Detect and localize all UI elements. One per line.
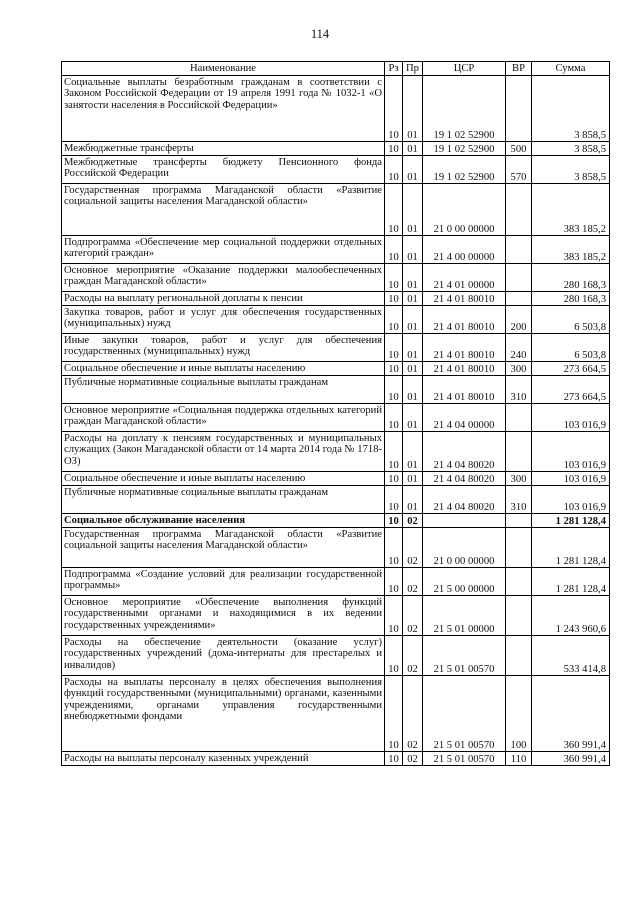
page-number: 114 xyxy=(310,27,330,41)
header-vr: ВР xyxy=(506,62,532,76)
header-pr: Пр xyxy=(403,62,423,76)
row-rz: 10 xyxy=(385,362,403,376)
row-vr: 500 xyxy=(506,142,532,156)
row-name: Государственная программа Магаданской области «Развитие социальной защиты населения Магаданской области» xyxy=(62,528,385,568)
row-pr: 01 xyxy=(403,472,423,486)
row-rz: 10 xyxy=(385,184,403,236)
row-vr xyxy=(506,432,532,472)
row-sum: 3 858,5 xyxy=(532,142,610,156)
table-row xyxy=(62,184,610,236)
header-sum: Сумма xyxy=(532,62,610,76)
row-csr: 19 1 02 52900 xyxy=(423,156,506,184)
row-rz: 10 xyxy=(385,596,403,636)
table-row xyxy=(62,528,610,568)
row-name: Расходы на доплату к пенсиям государственных и муниципальных служащих (Закон Магаданской области от 14 марта 2014 года № 1718-ОЗ) xyxy=(62,432,385,472)
row-vr xyxy=(506,404,532,432)
row-csr: 21 5 01 00570 xyxy=(423,676,506,752)
row-name: Подпрограмма «Создание условий для реализации государственной программы» xyxy=(62,568,385,596)
row-sum: 383 185,2 xyxy=(532,236,610,264)
table-row xyxy=(62,514,610,528)
row-sum: 360 991,4 xyxy=(532,752,610,766)
header-row xyxy=(62,62,610,76)
row-rz: 10 xyxy=(385,752,403,766)
row-pr: 01 xyxy=(403,306,423,334)
row-name: Закупка товаров, работ и услуг для обеспечения государственных (муниципальных) нужд xyxy=(62,306,385,334)
row-csr: 21 0 00 00000 xyxy=(423,528,506,568)
row-vr xyxy=(506,568,532,596)
row-name: Социальное обеспечение и иные выплаты населению xyxy=(62,472,385,486)
row-name: Социальное обслуживание населения xyxy=(62,514,385,528)
row-rz: 10 xyxy=(385,376,403,404)
row-csr: 21 5 01 00000 xyxy=(423,596,506,636)
row-pr: 02 xyxy=(403,596,423,636)
row-sum: 1 281 128,4 xyxy=(532,568,610,596)
header-csr: ЦСР xyxy=(423,62,506,76)
row-sum: 103 016,9 xyxy=(532,404,610,432)
row-vr xyxy=(506,236,532,264)
row-sum: 280 168,3 xyxy=(532,264,610,292)
row-pr: 01 xyxy=(403,292,423,306)
row-name: Государственная программа Магаданской области «Развитие социальной защиты населения Магаданской области» xyxy=(62,184,385,236)
row-name: Расходы на выплату региональной доплаты к пенсии xyxy=(62,292,385,306)
header-name: Наименование xyxy=(62,62,385,76)
table-row xyxy=(62,376,610,404)
table-row xyxy=(62,596,610,636)
row-pr: 01 xyxy=(403,486,423,514)
row-sum: 273 664,5 xyxy=(532,376,610,404)
row-name: Иные закупки товаров, работ и услуг для обеспечения государственных (муниципальных) нужд xyxy=(62,334,385,362)
row-name: Основное мероприятие «Оказание поддержки малообеспеченных граждан Магаданской области» xyxy=(62,264,385,292)
row-csr: 21 5 01 00570 xyxy=(423,752,506,766)
row-name: Публичные нормативные социальные выплаты гражданам xyxy=(62,376,385,404)
row-csr: 21 4 01 80010 xyxy=(423,334,506,362)
row-csr: 21 4 01 80010 xyxy=(423,292,506,306)
row-rz: 10 xyxy=(385,636,403,676)
row-sum: 6 503,8 xyxy=(532,334,610,362)
row-csr: 21 4 01 00000 xyxy=(423,264,506,292)
row-sum: 533 414,8 xyxy=(532,636,610,676)
row-rz: 10 xyxy=(385,486,403,514)
row-pr: 01 xyxy=(403,236,423,264)
table-row xyxy=(62,334,610,362)
row-pr: 01 xyxy=(403,184,423,236)
table-row xyxy=(62,236,610,264)
row-pr: 01 xyxy=(403,142,423,156)
table-row xyxy=(62,156,610,184)
row-vr: 310 xyxy=(506,486,532,514)
row-name: Основное мероприятие «Социальная поддержка отдельных категорий граждан Магаданской области» xyxy=(62,404,385,432)
row-pr: 02 xyxy=(403,752,423,766)
row-name: Межбюджетные трансферты бюджету Пенсионного фонда Российской Федерации xyxy=(62,156,385,184)
row-name: Основное мероприятие «Обеспечение выполнения функций государственными органами и находящимися в их ведении государственных учреждениями» xyxy=(62,596,385,636)
row-sum: 1 281 128,4 xyxy=(532,514,610,528)
row-name: Межбюджетные трансферты xyxy=(62,142,385,156)
row-csr: 21 4 04 00000 xyxy=(423,404,506,432)
row-sum: 103 016,9 xyxy=(532,486,610,514)
row-pr: 01 xyxy=(403,376,423,404)
row-pr: 01 xyxy=(403,432,423,472)
row-name: Социальное обеспечение и иные выплаты населению xyxy=(62,362,385,376)
row-rz: 10 xyxy=(385,334,403,362)
row-sum: 103 016,9 xyxy=(532,472,610,486)
row-csr: 19 1 02 52900 xyxy=(423,76,506,142)
row-sum: 1 243 960,6 xyxy=(532,596,610,636)
row-csr xyxy=(423,514,506,528)
row-csr: 21 5 00 00000 xyxy=(423,568,506,596)
table-row xyxy=(62,404,610,432)
row-rz: 10 xyxy=(385,676,403,752)
row-pr: 01 xyxy=(403,76,423,142)
row-pr: 02 xyxy=(403,514,423,528)
row-rz: 10 xyxy=(385,236,403,264)
row-vr xyxy=(506,636,532,676)
table-row xyxy=(62,76,610,142)
row-pr: 01 xyxy=(403,404,423,432)
row-sum: 3 858,5 xyxy=(532,76,610,142)
row-pr: 02 xyxy=(403,568,423,596)
row-name: Подпрограмма «Обеспечение мер социальной поддержки отдельных категорий граждан» xyxy=(62,236,385,264)
row-rz: 10 xyxy=(385,76,403,142)
row-sum: 280 168,3 xyxy=(532,292,610,306)
row-pr: 01 xyxy=(403,264,423,292)
row-vr xyxy=(506,514,532,528)
row-sum: 103 016,9 xyxy=(532,432,610,472)
table-row xyxy=(62,142,610,156)
row-sum: 383 185,2 xyxy=(532,184,610,236)
row-vr: 110 xyxy=(506,752,532,766)
table-row xyxy=(62,472,610,486)
table-row xyxy=(62,676,610,752)
row-name: Расходы на выплаты персоналу казенных учреждений xyxy=(62,752,385,766)
row-vr: 300 xyxy=(506,472,532,486)
row-rz: 10 xyxy=(385,528,403,568)
row-rz: 10 xyxy=(385,514,403,528)
header-rz: Рз xyxy=(385,62,403,76)
budget-table xyxy=(61,61,610,766)
row-pr: 01 xyxy=(403,334,423,362)
row-vr xyxy=(506,264,532,292)
row-csr: 21 4 01 80010 xyxy=(423,306,506,334)
row-vr xyxy=(506,528,532,568)
table-row xyxy=(62,264,610,292)
row-rz: 10 xyxy=(385,264,403,292)
table-row xyxy=(62,486,610,514)
table-row xyxy=(62,306,610,334)
table-row xyxy=(62,432,610,472)
row-pr: 02 xyxy=(403,528,423,568)
table-row xyxy=(62,568,610,596)
row-pr: 02 xyxy=(403,676,423,752)
row-rz: 10 xyxy=(385,472,403,486)
row-csr: 21 4 04 80020 xyxy=(423,432,506,472)
row-rz: 10 xyxy=(385,156,403,184)
row-rz: 10 xyxy=(385,142,403,156)
row-rz: 10 xyxy=(385,306,403,334)
row-vr: 240 xyxy=(506,334,532,362)
row-csr: 19 1 02 52900 xyxy=(423,142,506,156)
row-vr xyxy=(506,292,532,306)
row-sum: 6 503,8 xyxy=(532,306,610,334)
row-rz: 10 xyxy=(385,432,403,472)
table-row xyxy=(62,362,610,376)
row-name: Публичные нормативные социальные выплаты гражданам xyxy=(62,486,385,514)
row-vr: 200 xyxy=(506,306,532,334)
row-sum: 360 991,4 xyxy=(532,676,610,752)
row-vr xyxy=(506,76,532,142)
row-rz: 10 xyxy=(385,292,403,306)
table-row xyxy=(62,636,610,676)
table-row xyxy=(62,752,610,766)
row-pr: 01 xyxy=(403,156,423,184)
row-sum: 3 858,5 xyxy=(532,156,610,184)
row-rz: 10 xyxy=(385,568,403,596)
row-sum: 273 664,5 xyxy=(532,362,610,376)
row-csr: 21 4 04 80020 xyxy=(423,472,506,486)
row-name: Расходы на обеспечение деятельности (оказание услуг) государственных учреждений (дома-интернаты для престарелых и инвалидов) xyxy=(62,636,385,676)
row-pr: 01 xyxy=(403,362,423,376)
row-csr: 21 4 04 80020 xyxy=(423,486,506,514)
row-rz: 10 xyxy=(385,404,403,432)
row-vr: 300 xyxy=(506,362,532,376)
row-vr: 310 xyxy=(506,376,532,404)
row-csr: 21 4 01 80010 xyxy=(423,376,506,404)
row-vr xyxy=(506,596,532,636)
table-row xyxy=(62,292,610,306)
row-vr xyxy=(506,184,532,236)
row-vr: 570 xyxy=(506,156,532,184)
row-sum: 1 281 128,4 xyxy=(532,528,610,568)
row-name: Расходы на выплаты персоналу в целях обеспечения выполнения функций государственными (муниципальными) органами, казенными учреждениями, органами управления государственными внебюджетными фондами xyxy=(62,676,385,752)
row-name: Социальные выплаты безработным гражданам в соответствии с Законом Российской Федерации от 19 апреля 1991 года № 1032-1 «О занятости населения в Российской Федерации» xyxy=(62,76,385,142)
row-csr: 21 0 00 00000 xyxy=(423,184,506,236)
row-csr: 21 4 00 00000 xyxy=(423,236,506,264)
row-vr: 100 xyxy=(506,676,532,752)
row-pr: 02 xyxy=(403,636,423,676)
row-csr: 21 4 01 80010 xyxy=(423,362,506,376)
row-csr: 21 5 01 00570 xyxy=(423,636,506,676)
